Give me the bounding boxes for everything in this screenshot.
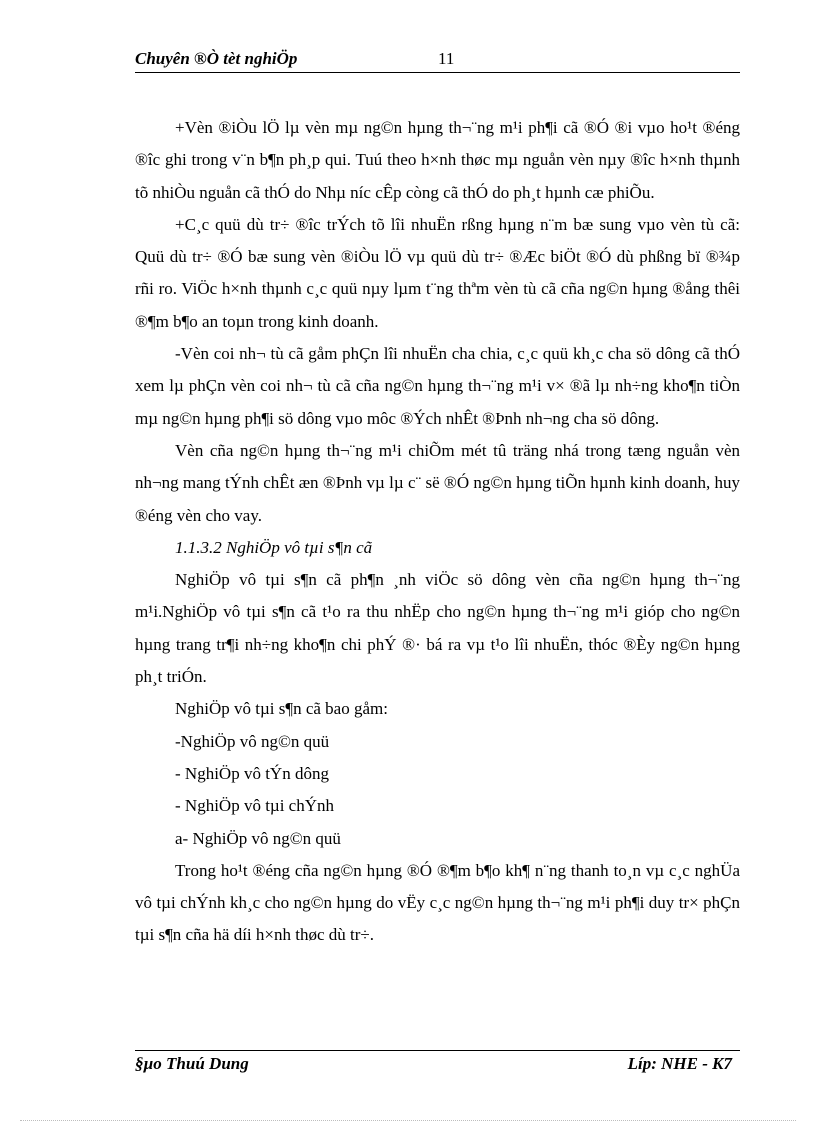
list-item: - NghiÖp vô tÝn dông [175,763,329,783]
list-item: a- NghiÖp vô ng©n quü [175,828,341,848]
section-heading: 1.1.3.2 NghiÖp vô tµi s¶n cã [175,537,373,557]
paragraph: NghiÖp vô tµi s¶n cã ph¶n ¸nh viÖc sö dông vèn cña ng©n hµng th¬¨ng m¹i.NghiÖp vô tµi s¶n cã t¹o ra thu nhËp cho ng©n hµng th¬¨ng m¹i gióp cho ng©n hµng trang tr¶i nh÷ng kho¶n chi phÝ ®· bá ra vµ t¹o lîi nhuËn, thóc ®Èy ng©n hµng ph¸t triÓn. [135,570,740,687]
header-title: Chuyên ®Ò tèt nghiÖp [135,49,298,68]
list-item: - NghiÖp vô tµi chÝnh [175,796,335,816]
paragraph: +Vèn ®iÒu lÖ lµ vèn mµ ng©n hµng th¬¨ng m¹i ph¶i cã ®Ó ®i vµo ho¹t ®éng ®îc ghi trong v¨n b¶n ph¸p qui. Tuú theo h×nh thøc mµ nguån vèn nµy ®îc h×nh thµnh tõ nhiÒu nguån cã thÓ do Nhµ níc cÊp còng cã thÓ do ph¸t hµnh cæ phiÕu. [135,118,740,202]
footer-author: §µo Thuú Dung [135,1054,249,1073]
document-body [135,112,740,952]
page-break-divider [20,1120,796,1121]
paragraph: -Vèn coi nh¬ tù cã gåm phÇn lîi nhuËn cha chia, c¸c quü kh¸c cha sö dông cã thÓ xem lµ phÇn vèn coi nh¬ tù cã cña ng©n hµng th¬¨ng m¹i v× ®ã lµ nh÷ng kho¶n tiÒn mµ ng©n hµng ph¶i sö dông vµo môc ®Ých nhÊt ®Þnh nh¬ng cha sö dông. [135,344,740,428]
paragraph: Vèn cña ng©n hµng th¬¨ng m¹i chiÕm mét tû träng nhá trong tæng nguån vèn nh¬ng mang tÝnh chÊt æn ®Þnh vµ lµ c¨ së ®Ó ng©n hµng tiÕn hµnh kinh doanh, huy ®éng vèn cho vay. [135,440,740,525]
page-footer [135,1050,740,1073]
paragraph: +C¸c quü dù tr÷ ®îc trÝch tõ lîi nhuËn rßng hµng n¨m bæ sung vµo vèn tù cã: Quü dù tr÷ ®Ó bæ sung vèn ®iÒu lÖ vµ quü dù tr÷ ®Æc biÖt ®Ó dù phßng bï ®¾p rñi ro. ViÖc h×nh thµnh c¸c quü nµy lµm t¨ng thªm vèn tù cã cña ng©n hµng ®ång thêi ®¶m b¶o an toµn trong kinh doanh. [135,214,740,331]
list-intro: NghiÖp vô tµi s¶n cã bao gåm: [175,699,388,719]
footer-class: Líp: NHE - K7 [627,1054,732,1073]
paragraph: Trong ho¹t ®éng cña ng©n hµng ®Ó ®¶m b¶o kh¶ n¨ng thanh to¸n vµ c¸c nghÜa vô tµi chÝnh kh¸c cho ng©n hµng do vËy c¸c ng©n hµng th¬¨ng m¹i ph¶i duy tr× phÇn tµi s¶n cña hä díi h×nh thøc dù tr÷. [135,860,740,945]
page-number: 11 [438,49,455,68]
list-item: -NghiÖp vô ng©n quü [175,731,330,751]
page-header [135,48,740,73]
